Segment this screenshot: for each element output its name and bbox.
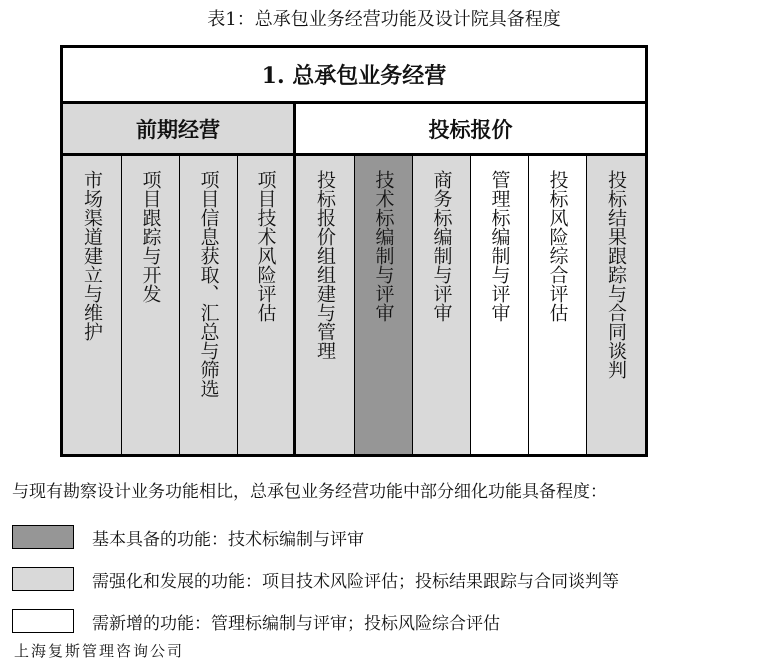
function-columns [63, 156, 645, 454]
legend-item-basic [12, 524, 364, 550]
function-column [122, 156, 180, 454]
function-label: 项目信息获取、汇总与筛选 [197, 170, 220, 398]
intro-text: 与现有勘察设计业务功能相比，总承包业务经营功能中部分细化功能具备程度： [12, 482, 607, 502]
function-column [355, 156, 413, 454]
legend-swatch-light [12, 567, 74, 591]
function-label: 商务标编制与评审 [430, 170, 453, 322]
table-caption: 表1：总承包业务经营功能及设计院具备程度 [207, 9, 561, 30]
function-column [529, 156, 587, 454]
category-pre-operation: 前期经营 [63, 104, 296, 156]
legend-item-new [12, 608, 500, 634]
function-label: 投标风险综合评估 [546, 170, 569, 322]
category-bidding: 投标报价 [296, 104, 645, 156]
legend-item-strengthen [12, 566, 619, 592]
function-column [238, 156, 296, 454]
function-column [471, 156, 529, 454]
function-column [296, 156, 355, 454]
function-column [180, 156, 238, 454]
function-label: 项目技术风险评估 [254, 170, 277, 322]
category-row [63, 104, 645, 156]
legend-text: 基本具备的功能：技术标编制与评审 [92, 529, 364, 550]
function-label: 项目跟踪与开发 [139, 170, 162, 303]
diagram-header: 1. 总承包业务经营 [63, 48, 645, 104]
footer-company: 上海复斯管理咨询公司 [14, 642, 185, 660]
function-label: 投标结果跟踪与合同谈判 [605, 170, 627, 379]
legend-text: 需新增的功能：管理标编制与评审；投标风险综合评估 [92, 613, 500, 634]
function-label: 管理标编制与评审 [488, 170, 511, 322]
function-label: 技术标编制与评审 [372, 170, 395, 322]
function-column [413, 156, 471, 454]
legend-swatch-white [12, 609, 74, 633]
function-label: 市场渠道建立与维护 [81, 170, 103, 341]
function-label: 投标报价组组建与管理 [314, 170, 336, 360]
legend-text: 需强化和发展的功能：项目技术风险评估；投标结果跟踪与合同谈判等 [92, 571, 619, 592]
legend-swatch-dark [12, 525, 74, 549]
function-column [63, 156, 122, 454]
function-diagram [60, 45, 648, 457]
function-column [587, 156, 645, 454]
